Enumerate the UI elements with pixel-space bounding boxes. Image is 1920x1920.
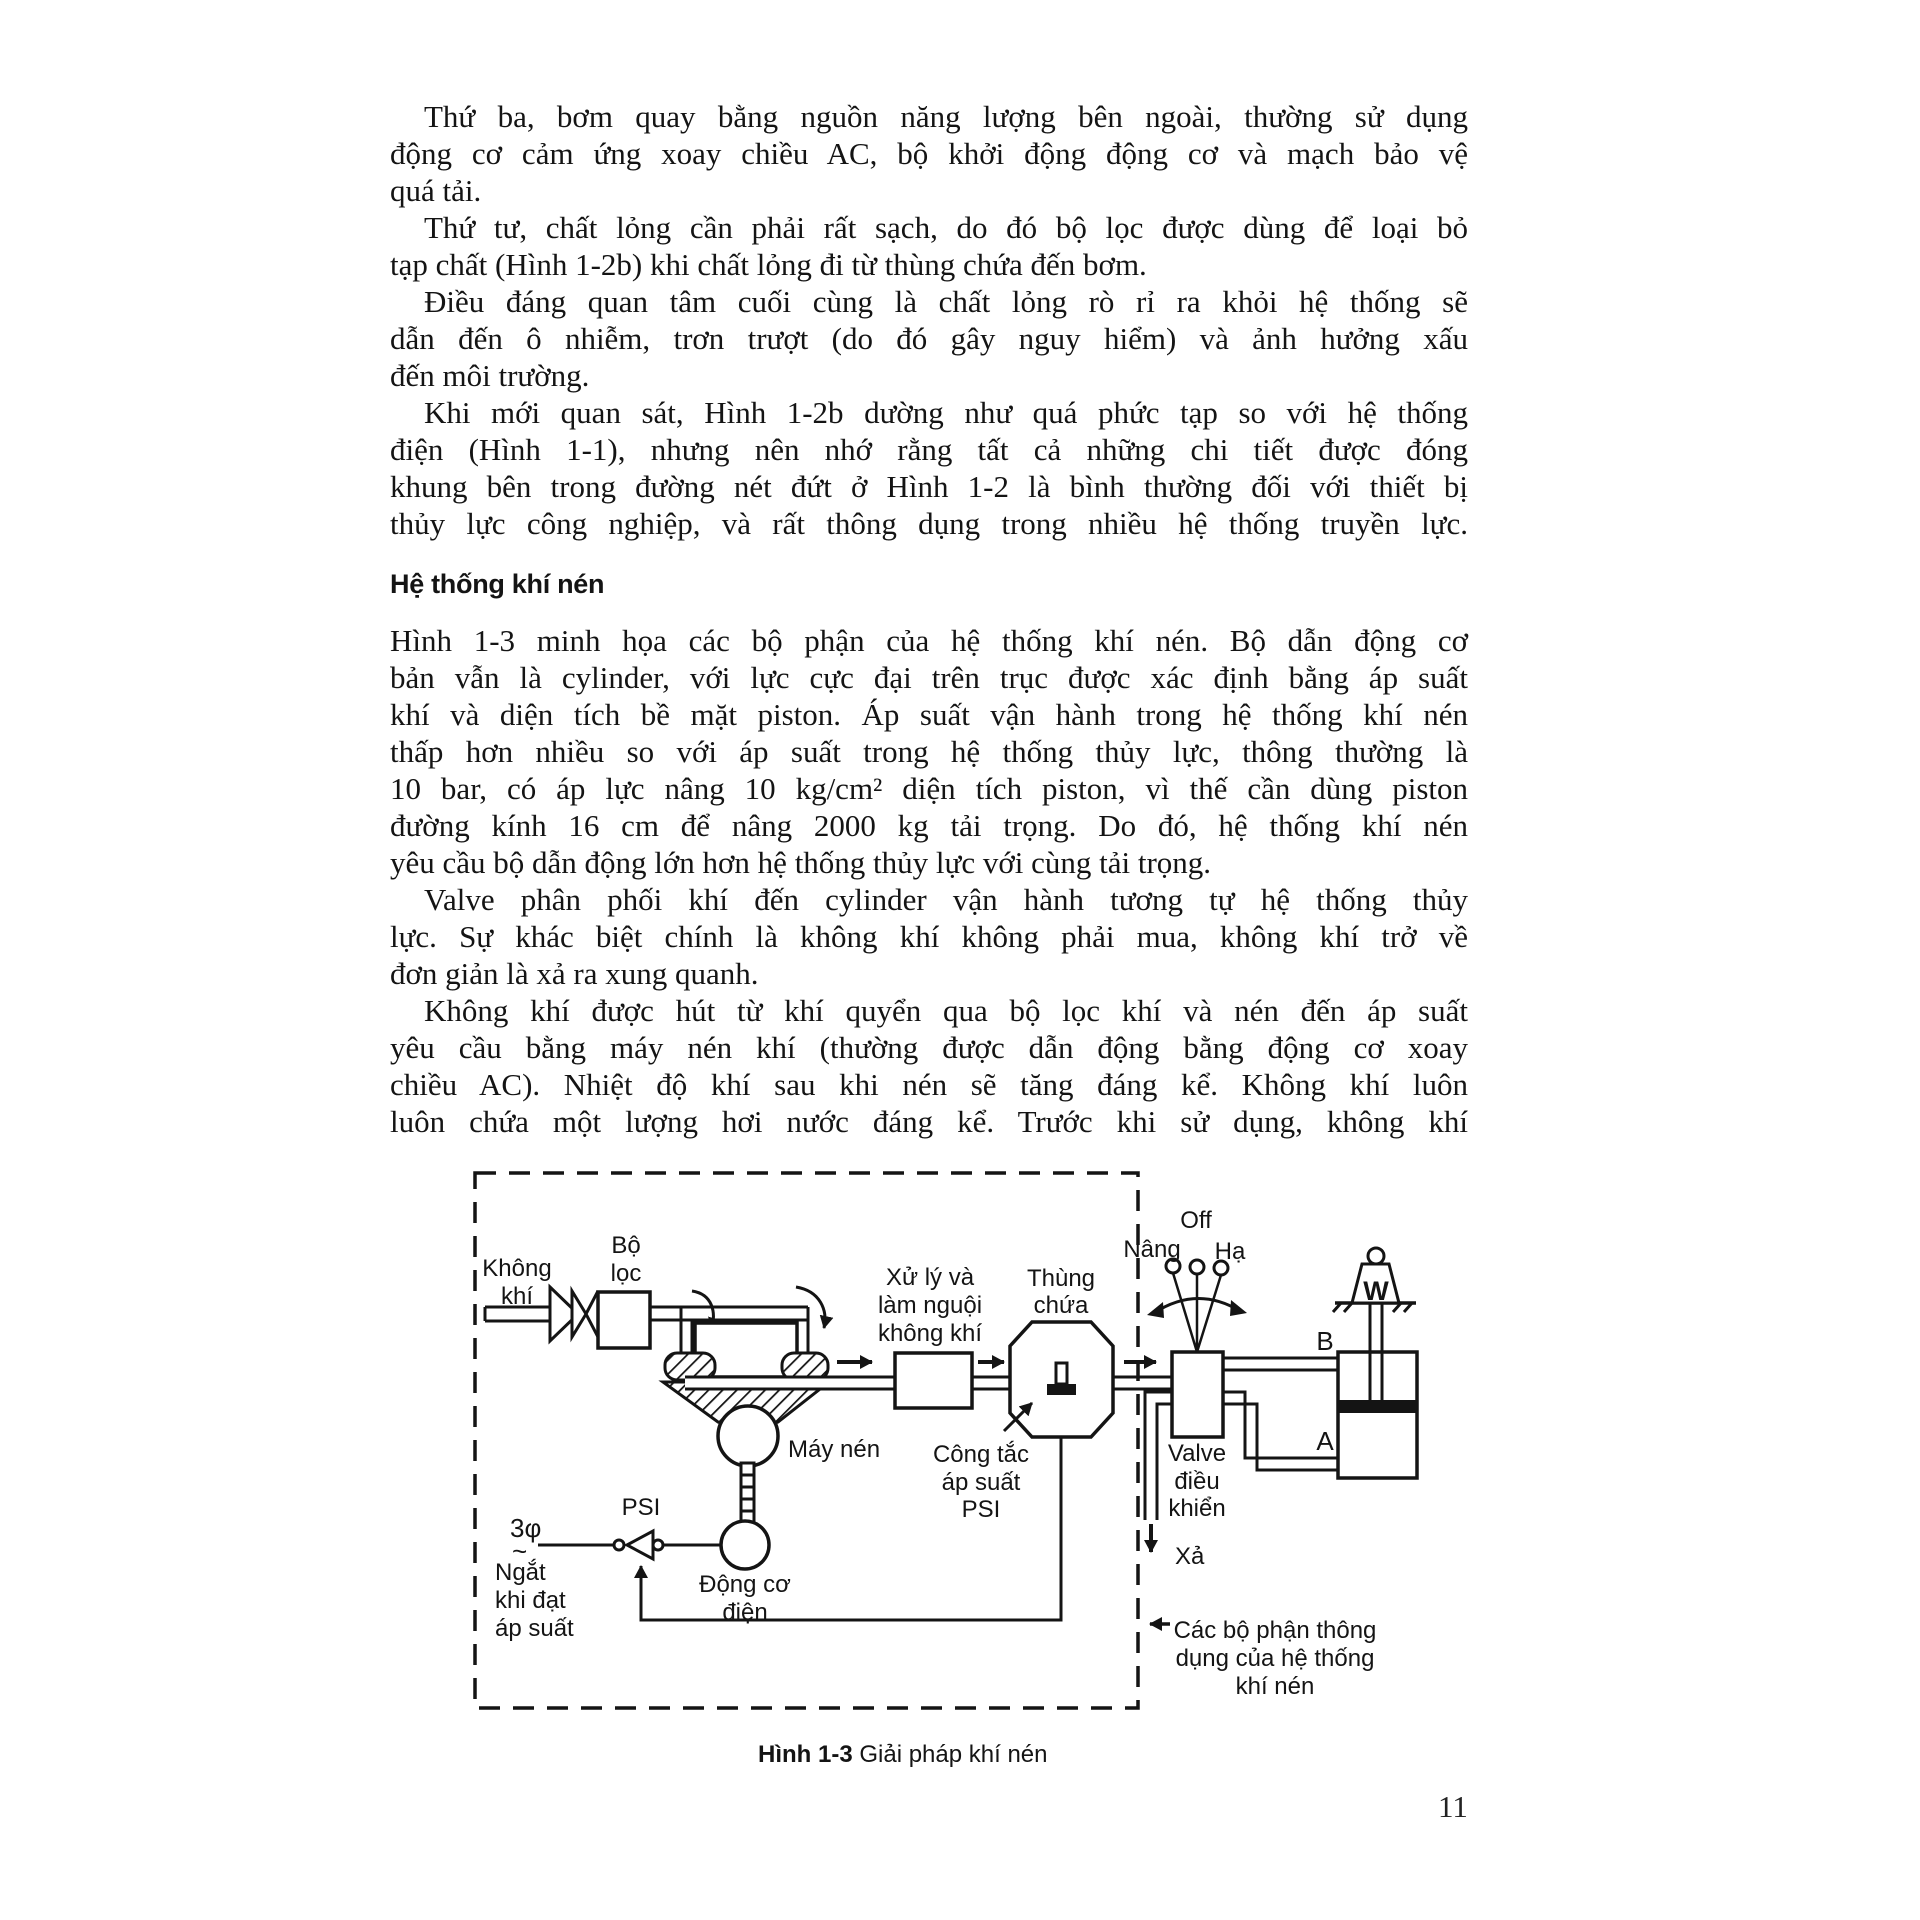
figure-caption <box>758 1741 1048 1769</box>
text-line: luôn chứa một lượng hơi nước đáng kể. Trước khi sử dụng, không khí <box>390 1104 1468 1139</box>
compressor <box>663 1323 895 1523</box>
label-off: Off <box>1180 1207 1212 1234</box>
electric-motor <box>538 1521 769 1569</box>
label-motor: Động cơ <box>699 1571 791 1598</box>
text-line: chiều AC). Nhiệt độ khí sau khi nén sẽ tăng đáng kể. Không khí luôn <box>390 1067 1468 1102</box>
pipe <box>972 1377 1010 1389</box>
label-valve: Valve <box>1167 1440 1227 1467</box>
text-line: yêu cầu bằng máy nén khí (thường được dẫn động bằng động cơ xoay <box>390 1030 1468 1065</box>
figure-caption-text: Giải pháp khí nén <box>852 1741 1048 1768</box>
label-three-phase: 3φ <box>510 1513 542 1543</box>
label-pressure-switch: PSI <box>961 1496 1001 1523</box>
text-line: Khi mới quan sát, Hình 1-2b dường như quá phức tạp so với hệ thống <box>424 395 1468 430</box>
text-line: Không khí được hút từ khí quyển qua bộ lọc khí và nén đến áp suất <box>424 993 1468 1028</box>
exhaust-line <box>1145 1392 1172 1552</box>
label-note: dụng của hệ thống <box>1175 1645 1375 1672</box>
air-treatment-box <box>895 1353 972 1408</box>
label-treatment: làm nguội <box>877 1292 983 1319</box>
text-block-1 <box>390 98 1468 542</box>
text-line: Valve phân phối khí đến cylinder vận hành tương tự hệ thống thủy <box>424 882 1468 917</box>
label-psi: PSI <box>621 1494 661 1521</box>
label-compressor: Máy nén <box>788 1436 881 1463</box>
text-line: thấp hơn nhiều so với áp suất trong hệ thống thủy lực, thông thường là <box>390 734 1468 769</box>
label-port-b: B <box>1316 1326 1334 1356</box>
section-heading: Hệ thống khí nén <box>390 569 605 599</box>
text-line: Thứ tư, chất lỏng cần phải rất sạch, do đó bộ lọc được dùng để loại bỏ <box>424 210 1468 245</box>
label-reservoir: Thùng <box>1026 1265 1096 1292</box>
label-pressure-switch: áp suất <box>941 1469 1021 1496</box>
control-valve <box>1147 1259 1247 1437</box>
label-valve: điều <box>1174 1468 1220 1495</box>
label-note: Các bộ phận thông <box>1173 1617 1377 1644</box>
text-line: khung bên trong đường nét đứt ở Hình 1-2 là bình thường đối với thiết bị <box>390 469 1468 504</box>
label-valve: khiển <box>1168 1495 1226 1522</box>
text-line: yêu cầu bộ dẫn động lớn hơn hệ thống thủy lực với cùng tải trọng. <box>390 845 1212 880</box>
label-exhaust: Xả <box>1175 1543 1205 1570</box>
label-treatment: Xử lý và <box>885 1264 975 1291</box>
label-treatment: không khí <box>877 1320 983 1347</box>
label-air: khí <box>500 1283 534 1310</box>
text-line: đơn giản là xả ra xung quanh. <box>390 956 759 991</box>
text-line: thủy lực công nghiệp, và rất thông dụng trong nhiều hệ thống truyền lực. <box>390 506 1468 541</box>
text-line: tạp chất (Hình 1-2b) khi chất lỏng đi từ thùng chứa đến bơm. <box>390 247 1147 282</box>
text-line: bản vẫn là cylinder, với lực cực đại trên trục được xác định bằng áp suất <box>390 660 1468 695</box>
label-motor: điện <box>722 1599 768 1626</box>
label-cutoff: Ngắt <box>495 1559 546 1586</box>
text-block-2 <box>390 622 1468 1140</box>
reservoir <box>1010 1322 1113 1437</box>
text-line: đến môi trường. <box>390 358 590 393</box>
label-lower: Hạ <box>1214 1238 1246 1265</box>
text-line: khí và diện tích bề mặt piston. Áp suất vận hành trong hệ thống khí nén <box>390 697 1468 732</box>
filter-box <box>598 1292 650 1348</box>
label-raise: Nâng <box>1123 1236 1181 1263</box>
label-cutoff: khi đạt <box>495 1587 566 1614</box>
text-line: điện (Hình 1-1), nhưng nên nhớ rằng tất cả những chi tiết được đóng <box>390 432 1468 467</box>
text-line: đường kính 16 cm để nâng 2000 kg tải trọng. Do đó, hệ thống khí nén <box>390 808 1468 843</box>
label-filter: Bộ <box>611 1232 641 1259</box>
label-ac-tilde: ~ <box>512 1536 528 1566</box>
text-line: 10 bar, có áp lực nâng 10 kg/cm² diện tích piston, vì thế cần dùng piston <box>390 771 1468 806</box>
label-pressure-switch: Công tắc <box>932 1441 1030 1468</box>
text-line: động cơ cảm ứng xoay chiều AC, bộ khởi động động cơ và mạch bảo vệ <box>390 136 1468 171</box>
label-cutoff: áp suất <box>495 1615 574 1642</box>
pipe <box>1113 1377 1172 1389</box>
label-filter: lọc <box>610 1260 642 1287</box>
text-line: Hình 1-3 minh họa các bộ phận của hệ thống khí nén. Bộ dẫn động cơ <box>390 623 1468 658</box>
label-port-a: A <box>1316 1426 1334 1456</box>
figure-caption-number: Hình 1-3 <box>758 1741 853 1768</box>
page-number: 11 <box>1438 1789 1468 1824</box>
text-line: lực. Sự khác biệt chính là không khí không phải mua, không khí trở về <box>390 919 1468 954</box>
label-weight: W <box>1363 1276 1389 1306</box>
text-line: dẫn đến ô nhiễm, trơn trượt (do đó gây nguy hiểm) và ảnh hưởng xấu <box>390 321 1468 356</box>
label-reservoir: chứa <box>1033 1292 1089 1319</box>
text-line: Thứ ba, bơm quay bằng nguồn năng lượng bên ngoài, thường sử dụng <box>424 99 1468 134</box>
label-air: Không <box>482 1255 552 1282</box>
label-note: khí nén <box>1235 1673 1315 1700</box>
text-line: quá tải. <box>390 173 482 208</box>
text-line: Điều đáng quan tâm cuối cùng là chất lỏng rò rỉ ra khỏi hệ thống sẽ <box>424 284 1468 319</box>
